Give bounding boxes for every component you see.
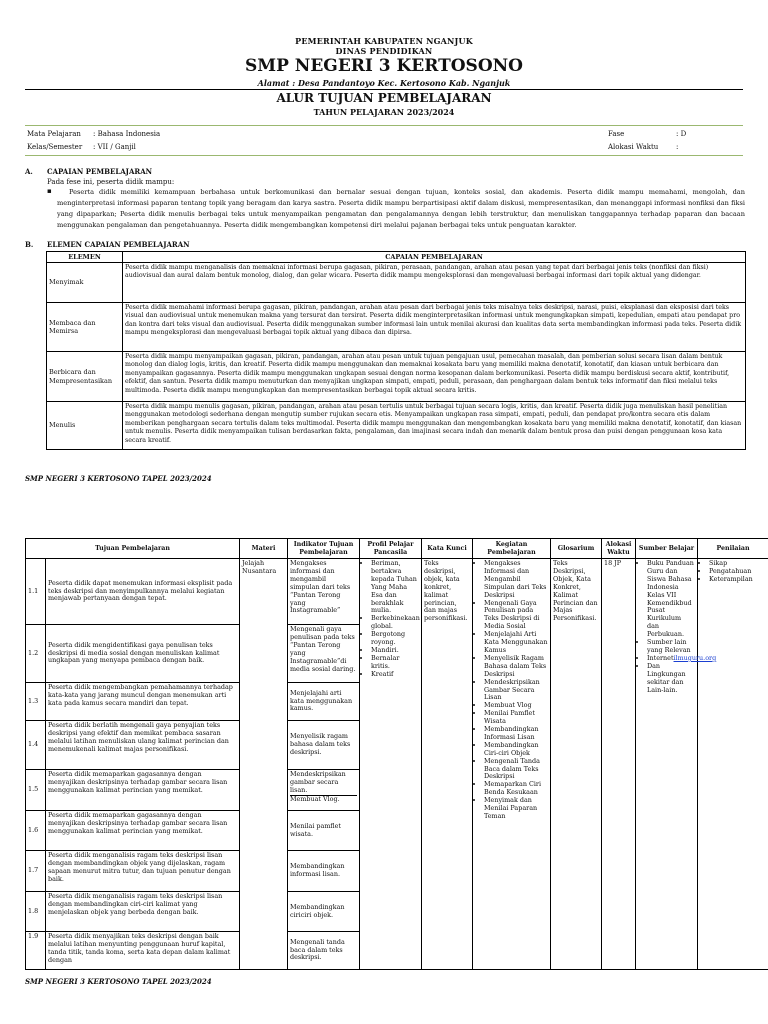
tp-text: Peserta didik menganalisis ragam teks deskripsi lisan dengan membandingkan ciri-ciri kalimat yang menjelaskan objek yang berbeda dengan baik.: [46, 892, 240, 932]
profil-item: • Kreatif: [371, 671, 419, 679]
kegiatan-item: • Menjelajahi Arti Kata Menggunakan Kamus: [484, 631, 548, 655]
tp-text: Peserta didik menyajikan teks deskripsi dengan baik melalui latihan menyunting penggunaan huruf kapital, tanda titik, tanda koma, serta kata depan dalam kalimat dengan: [46, 932, 240, 970]
elemen-header: ELEMEN: [47, 252, 123, 263]
col-penilaian: Penilaian: [698, 539, 768, 559]
gov-name: PEMERINTAH KABUPATEN NGANJUK: [295, 36, 473, 46]
kegiatan-item: • Menilai Pamflet Wisata: [484, 710, 548, 726]
tp-number: 1.4: [26, 721, 46, 770]
sumber-item: • Sumber lain yang Relevan: [647, 639, 695, 655]
profil-item: • Bergotong royong.: [371, 631, 419, 647]
elemen-name: Berbicara dan Mempresentasikan: [47, 352, 123, 402]
indikator-text: Mendeskripsikan gambar secara lisan.: [290, 770, 346, 794]
col-kata-kunci: Kata Kunci: [422, 539, 473, 559]
elemen-cp-text: Peserta didik mampu menulis gagasan, pikiran, pandangan, arahan atau pesan tertulis untuk berbagai tujuan secara logis, kritis, dan kreatif. Peserta didik juga menuliskan hasil penelitian menggunakan metodologi sederhana dengan mengutip sumber rujukan secara etis. Menyampaikan ungkapan rasa simpati, empati, peduli, dan pendapat pro/kontra secara etis dalam memberikan penghargaan secara tertulis dalam teks multimodal. Peserta didik mampu menggunakan dan mengembangkan kosakata baru yang memiliki makna denotatif, konotatif, dan kiasan untuk menulis. Peserta didik menyampaikan tulisan berdasarkan fakta, pengalaman, dan imajinasi secara indah dan menarik dalam bentuk prosa dan puisi dengan penggunaan kosa kata secara kreatif.: [123, 402, 746, 450]
profil-item: • Berkebinekaan global.: [371, 615, 419, 631]
sumber-item: • Buku Panduan Guru dan Siswa Bahasa Indonesia Kelas VII Kemendikbud Pusat Kurikulum dan Perbukuan.: [647, 560, 695, 639]
profil-item: • Bernalar kritis.: [371, 655, 419, 671]
tp-number: 1.9: [26, 932, 46, 970]
kegiatan-item: • Menyelisik Ragam Bahasa dalam Teks Deskripsi: [484, 655, 548, 679]
tp-number: 1.2: [26, 625, 46, 683]
section-a-bullet: Peserta didik memiliki kemampuan berbahasa untuk berkomunikasi dan bernalar sesuai dengan tujuan, konteks sosial, dan akademis. Peserta didik mampu memahami, mengolah, dan menginterpretasi informasi paparan tentang topik yang beragam dan karya sastra. Peserta didik mampu berpartisipasi aktif dalam diskusi, mempresentasikan, dan menanggapi informasi nonfiksi dan fiksi yang dipaparkan; Peserta didik menulis berbagai teks untuk menyampaikan pengamatan dan pengalamannya dengan lebih terstruktur, dan menuliskan tanggapannya terhadap paparan dan bacaan menggunakan pengalaman dan pengetahuannya. Peserta didik mengembangkan kompetensi diri melalui pajanan berbagai teks untuk penguatan karakter.: [57, 188, 745, 229]
tp-text: Peserta didik dapat menemukan informasi eksplisit pada teks deskripsi dan menyimpulkannya melalui kegiatan menjawab pertanyaan dengan tepat.: [46, 559, 240, 625]
col-materi: Materi: [240, 539, 288, 559]
dept-name: DINAS PENDIDIKAN: [335, 46, 433, 56]
meta-top-rule: [25, 125, 743, 126]
school-address: Alamat : Desa Pandantoyo Kec. Kertosono Kab. Nganjuk: [257, 78, 511, 88]
profil-item: • Mandiri.: [371, 647, 419, 655]
indikator-cell: [288, 770, 360, 811]
penilaian-item: • Pengatahuan: [709, 568, 766, 576]
section-a-title: CAPAIAN PEMBELAJARAN: [47, 167, 153, 176]
section-b-letter: B.: [25, 240, 34, 249]
profil-cell: [360, 559, 422, 970]
indikator-text: Membandingkan ciriciri objek.: [288, 892, 360, 932]
tp-number: 1.5: [26, 770, 46, 811]
header-rule: [25, 89, 743, 90]
tp-text: Peserta didik memaparkan gagasannya dengan menyajikan deskripsinya terhadap gambar secara lisan menggunakan kalimat perincian yang memikat.: [46, 811, 240, 851]
indikator-text: Mengenali gaya penulisan pada teks “Pantan Terong yang Instagramable”di media sosial daring.: [288, 625, 360, 683]
subject-value: : Bahasa Indonesia: [93, 130, 161, 138]
elemen-name: Menulis: [47, 402, 123, 450]
doc-title: ALUR TUJUAN PEMBELAJARAN: [276, 91, 492, 105]
kegiatan-item: • Mendeskripsikan Gambar Secara Lisan: [484, 679, 548, 703]
indikator-text: Menyelisik ragam bahasa dalam teks deskripsi.: [288, 721, 360, 770]
sumber-internet-label: Internet: [647, 653, 674, 662]
kegiatan-item: • Membandingkan Informasi Lisan: [484, 726, 548, 742]
indikator-text: Membuat Vlog.: [290, 795, 357, 804]
indikator-text: Menjelajahi arti kata menggunakan kamus.: [288, 683, 360, 721]
cp-header: CAPAIAN PEMBELAJARAN: [123, 252, 746, 263]
section-b-title: ELEMEN CAPAIAN PEMBELAJARAN: [47, 240, 190, 249]
alokasi-cell: 18 JP: [602, 559, 636, 970]
col-alokasi: Alokasi Waktu: [602, 539, 636, 559]
section-a-letter: A.: [25, 167, 33, 176]
kegiatan-item: • Mengakses Informasi dan Mengambil Simpulan dari Teks Deskripsi: [484, 560, 548, 600]
section-a-intro: Pada fese ini, peserta didik mampu:: [47, 178, 175, 186]
phase-value: : D: [676, 130, 687, 138]
page-footer: SMP NEGERI 3 KERTOSONO TAPEL 2023/2024: [25, 474, 212, 483]
class-value: : VII / Ganjil: [93, 143, 136, 151]
tp-text: Peserta didik menganalisis ragam teks deskripsi lisan dengan membandingkan objek yang dijelaskan, ragam sapaan menurut mitra tutur, dan tujuan penutur dengan baik.: [46, 851, 240, 892]
indikator-text: Menilai pamflet wisata.: [288, 811, 360, 851]
kegiatan-item: • Menyimak dan Menilai Paparan Teman: [484, 797, 548, 821]
penilaian-item: • Keterampilan: [709, 576, 766, 584]
elemen-cp-text: Peserta didik mampu menyampaikan gagasan, pikiran, pandangan, arahan atau pesan untuk tujuan pengajuan usul, pemecahan masalah, dan pemberian solusi secara lisan dalam bentuk monolog dan dialog logis, kritis, dan kreatif. Peserta didik mampu menggunakan dan memaknai kosakata baru yang memiliki makna denotatif, konotatif, dan kiasan untuk berbicara dan menyampaikan gagasannya. Peserta didik mampu menggunakan ungkapan sesuai dengan norma kesopanan dalam berkomunikasi. Peserta didik mampu berdiskusi secara aktif, kontributif, efektif, dan santun. Peserta didik mampu menuturkan dan menyajikan ungkapan simpati, empati, peduli, perasaan, dan penghargaan dalam bentuk teks informatif dan fiksi melalui teks multimoda. Peserta didik mampu mengungkapkan dan mempresentasikan berbagai topik aktual secara kritis.: [123, 352, 746, 402]
tp-text: Peserta didik mengidentifikasi gaya penulisan teks deskripsi di media sosial dengan menuliskan kalimat ungkapan yang menyapa pembaca dengan baik.: [46, 625, 240, 683]
col-indikator: Indikator Tujuan Pembelajaran: [288, 539, 360, 559]
tp-number: 1.6: [26, 811, 46, 851]
col-profil: Profil Pelajar Pancasila: [360, 539, 422, 559]
phase-label: Fase: [608, 130, 625, 138]
academic-year: TAHUN PELAJARAN 2023/2024: [313, 107, 455, 117]
tp-number: 1.3: [26, 683, 46, 721]
elemen-cp-text: Peserta didik memahami informasi berupa gagasan, pikiran, pandangan, arahan atau pesan dari berbagai jenis teks misalnya teks deskripsi, narasi, puisi, eksplanasi dan eksposisi dari teks visual dan audiovisual untuk menemukan makna yang tersurat dan tersirat. Peserta didik menginterpretasikan informasi untuk mengungkapkan simpati, kepedulian, empati atau pendapat pro dan kontra dari teks visual dan audiovisual. Peserta didik menggunakan sumber informasi lain untuk menilai akurasi dan kualitas data serta membandingkan informasi pada teks. Peserta didik mampu mengeksplorasi dan mengevaluasi berbagai topik aktual yang dibaca dan dipirsa.: [123, 303, 746, 352]
elemen-cp-text: Peserta didik mampu menganalisis dan memaknai informasi berupa gagasan, pikiran, perasaan, pandangan, arahan atau pesan yang tepat dari berbagai jenis teks (nonfiksi dan fiksi) audiovisual dan aural dalam bentuk monolog, dialog, dan gelar wicara. Peserta didik mampu mengeksplorasi dan mengevaluasi berbagai informasi dari topik aktual yang didengar.: [123, 263, 746, 303]
glosarium-cell: Teks Deskripsi, Objek, Kata Konkret, Kalimat Perincian dan Majas Personifikasi.: [551, 559, 602, 970]
col-tujuan-pembelajaran: Tujuan Pembelajaran: [26, 539, 240, 559]
elemen-table: [46, 251, 746, 450]
indikator-text: Membandingkan informasi lisan.: [288, 851, 360, 892]
tp-number: 1.8: [26, 892, 46, 932]
tp-number: 1.7: [26, 851, 46, 892]
time-label: Alokasi Waktu: [608, 143, 659, 151]
tp-text: Peserta didik berlatih mengenali gaya penyajian teks deskripsi yang efektif dan memikat pembaca sasaran melalui latihan menuliskan ulang kalimat perincian dan menemukenali kalimat majas personifikasi.: [46, 721, 240, 770]
tp-text: Peserta didik memaparkan gagasannya dengan menyajikan deskripsinya terhadap gambar secara lisan menggunakan kalimat perincian yang memikat.: [46, 770, 240, 811]
tp-number: 1.1: [26, 559, 46, 625]
indikator-text: Mengenali tanda baca dalam teks deskripsi.: [288, 932, 360, 970]
sumber-item: • Dan Lingkungan sekitar dan Lain-lain.: [647, 663, 695, 695]
elemen-name: Menyimak: [47, 263, 123, 303]
subject-label: Mata Pelajaran: [27, 130, 81, 138]
kegiatan-item: • Mengenali Gaya Penulisan pada Teks Deskripsi di Media Sosial: [484, 600, 548, 632]
school-name: SMP NEGERI 3 KERTOSONO: [245, 56, 523, 76]
class-label: Kelas/Semester: [27, 143, 83, 151]
kegiatan-item: • Memaparkan Ciri Benda Kesukaan: [484, 781, 548, 797]
materi-cell: Jelajah Nusantara: [240, 559, 288, 970]
kegiatan-item: • Membuat Vlog: [484, 702, 548, 710]
tp-text: Peserta didik mengembangkan pemahamannya terhadap kata-kata yang jarang muncul dengan menemukan arti kata pada kamus secara mandiri dan tepat.: [46, 683, 240, 721]
sumber-internet-link[interactable]: ilmuguru.org: [673, 653, 717, 662]
kegiatan-cell: [473, 559, 551, 970]
kegiatan-item: • Membandingkan Ciri-ciri Objek: [484, 742, 548, 758]
penilaian-item: • Sikap: [709, 560, 766, 568]
col-kegiatan: Kegiatan Pembelajaran: [473, 539, 551, 559]
kata-kunci-cell: Teks deskripsi, objek, kata konkret, kalimat perincian, dan majas personifikasi.: [422, 559, 473, 970]
kegiatan-item: • Mengenali Tanda Baca dalam Teks Deskripsi: [484, 758, 548, 782]
sumber-cell: [636, 559, 717, 970]
meta-bottom-rule: [25, 155, 743, 156]
profil-item: • Beriman, bertakwa kepada Tuhan Yang Maha Esa dan berakhlak mulia.: [371, 560, 419, 615]
indikator-text: Mengakses informasi dan mengambil simpulan dari teks “Pantan Terong yang Instagramable”: [288, 559, 360, 625]
tp-table: [25, 538, 768, 970]
time-value: :: [676, 143, 679, 151]
page-footer: SMP NEGERI 3 KERTOSONO TAPEL 2023/2024: [25, 977, 212, 986]
section-a-bullet-mark: ▪: [47, 187, 52, 195]
col-sumber: Sumber Belajar: [636, 539, 698, 559]
col-glosarium: Glosarium: [551, 539, 602, 559]
elemen-name: Membaca dan Memirsa: [47, 303, 123, 352]
penilaian-cell: [698, 559, 768, 970]
